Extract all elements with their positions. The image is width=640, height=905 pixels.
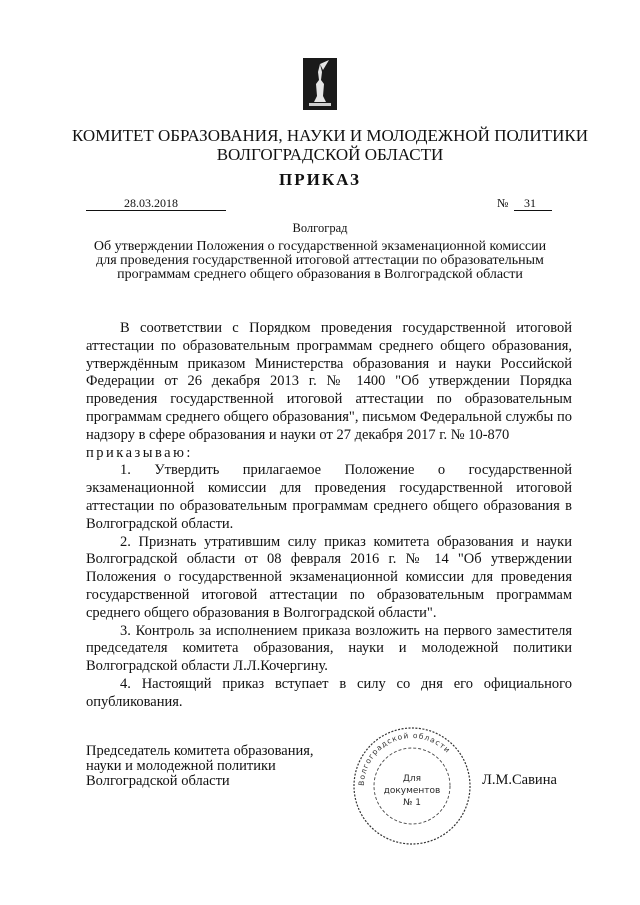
stamp-line2: документов bbox=[383, 786, 441, 796]
intro-paragraph: В соответствии с Порядком проведения государственной итоговой аттестации по образовательным программам среднего общего образования, утверждённым приказом Министерства образования и науки Российской Федерации от 26 декабря 2013 г. № 1400 "Об утверждении Порядка проведения государственной итоговой аттестации по образовательным программам среднего общего образования", письмом Федеральной службы по надзору в сфере образования и науки от 27 декабря 2017 г. № 10-870 bbox=[86, 320, 572, 443]
stamp-line1: Для bbox=[402, 774, 422, 784]
document-city: Волгоград bbox=[292, 221, 348, 235]
signer-title-line2: науки и молодежной политики bbox=[86, 758, 276, 774]
signer-name: Л.М.Савина bbox=[482, 772, 557, 788]
order-item-3: 3. Контроль за исполнением приказа возложить на первого заместителя председателя комитета образования, науки и молодежной политики Волгоградской области Л.Л.Кочергину. bbox=[86, 622, 572, 675]
order-item-4: 4. Настоящий приказ вступает в силу со дня его официального опубликования. bbox=[86, 675, 572, 710]
document-date: 28.03.2018 bbox=[124, 196, 178, 210]
official-stamp bbox=[350, 724, 474, 848]
signer-title bbox=[86, 744, 314, 789]
document-subject: Об утверждении Положения о государственной экзаменационной комиссии для проведения государственной итоговой аттестации по образовательным программам среднего общего образования в Волгоградской области bbox=[93, 239, 547, 282]
signer-title-line1: Председатель комитета образования, bbox=[86, 743, 314, 759]
signer-title-line3: Волгоградской области bbox=[86, 773, 230, 789]
document-number-label: № bbox=[497, 196, 509, 210]
order-item-1: 1. Утвердить прилагаемое Положение о государственной экзаменационной комиссии для проведения государственной итоговой аттестации по образовательным программам среднего общего образования в Волгоградской области. bbox=[86, 462, 572, 532]
volgograd-coat-of-arms-icon bbox=[303, 58, 337, 110]
stamp-line3: № 1 bbox=[403, 798, 421, 808]
document-type-title: ПРИКАЗ bbox=[279, 170, 361, 189]
stamp-ring-text: Волгоградской области bbox=[356, 730, 453, 787]
document-body bbox=[86, 320, 572, 712]
organization-name-line2: ВОЛГОГРАДСКОЙ ОБЛАСТИ bbox=[216, 145, 444, 164]
order-item-2: 2. Признать утратившим силу приказ комитета образования и науки Волгоградской области от 08 февраля 2016 г. № 14 "Об утверждении Положения о государственной экзаменационной комиссии для проведения государственной итоговой аттестации по образовательным программам среднего общего образования в Волгоградской области". bbox=[86, 533, 572, 621]
order-word: приказываю: bbox=[86, 444, 193, 461]
organization-name-line1: КОМИТЕТ ОБРАЗОВАНИЯ, НАУКИ И МОЛОДЕЖНОЙ ПОЛИТИКИ bbox=[72, 126, 588, 145]
document-number: 31 bbox=[524, 196, 536, 210]
